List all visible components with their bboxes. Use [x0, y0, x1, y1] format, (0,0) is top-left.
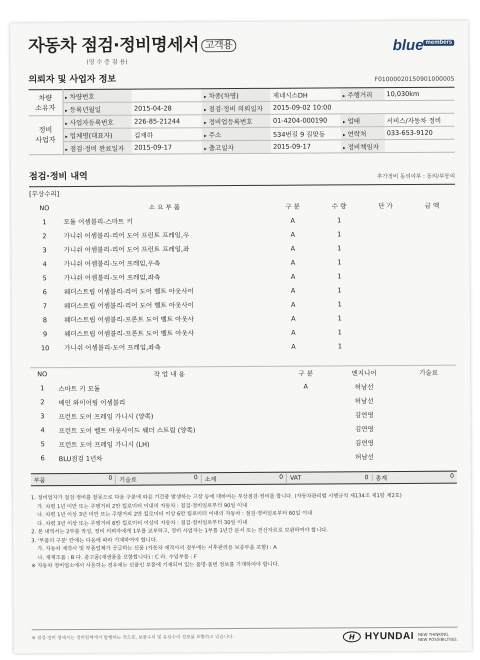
parts-no: 5	[42, 273, 47, 282]
parts-type: A	[290, 230, 296, 239]
works-fee	[401, 379, 456, 393]
works-fee	[401, 407, 456, 421]
info-value: 서비스/자동차 정비	[385, 113, 455, 126]
parts-header-qty: 수 량	[331, 202, 347, 211]
works-name: 메인 와이어링 어셈블리	[58, 398, 126, 407]
parts-unit	[362, 212, 409, 226]
info-label: ▸ 점검·정비 의뢰일자	[202, 101, 271, 114]
info-label: ▸ 차량번호	[62, 89, 131, 102]
total-cell	[287, 474, 372, 482]
note-line: 1. 정비업자가 점검·정비를 잘못으로 다음 구분에 따른 기간중 발생하는 고장 등에 대하여는 무상점검·정비를 합니다. (자동차관리법 시행규칙 제134조 제1항 제2호)	[30, 493, 402, 502]
works-type	[285, 449, 328, 463]
parts-name: 가니쉬 어셈블리-도어 프레임,좌측	[63, 273, 161, 283]
parts-type: A	[290, 286, 296, 295]
footer-fine-print: ※ 점검·정비 명세서는 정비업체에서 발행하는 것으로, 보증수리 및 유상수리 정보를 포함하고 있습니다.	[31, 634, 234, 641]
parts-no: 10	[40, 343, 50, 352]
document-number: F01000020150901000005	[374, 75, 455, 84]
additional-consent-note: 추가정비 동의여부 : 동의/부동의	[376, 173, 456, 181]
total-value: 0	[279, 473, 284, 481]
works-no: 2	[40, 398, 45, 407]
total-label: 부품	[33, 477, 46, 485]
works-type	[284, 393, 327, 407]
parts-header-group: [무상수리]	[29, 190, 60, 199]
works-fee	[401, 421, 456, 435]
note-line: 2. 본 내역서는 2부를 작성, 정비 의뢰자에게 1부를 교부하고, 정비 사업자는 1부를 1년간 문서 또는 전산자료로 보관하여야 합니다.	[31, 527, 328, 536]
parts-header-name: 소 요 부 품	[148, 203, 181, 212]
info-label: ▸ 정비책임자	[341, 140, 385, 153]
parts-row	[30, 338, 456, 355]
parts-qty: 1	[337, 229, 342, 238]
note-line: 3. '부품의 구분' 란에는 다음에 따라 기재하여야 합니다.	[31, 537, 158, 544]
works-engineer: 허남선	[354, 382, 374, 391]
works-fee	[401, 449, 456, 463]
parts-type: A	[290, 216, 295, 225]
parts-name: 가니쉬 어셈블리-리어 도어 프런트 프레임,우	[63, 231, 190, 241]
works-header-engineer: 엔지니어	[351, 368, 377, 378]
total-cell	[372, 473, 456, 483]
works-no: 1	[40, 384, 45, 393]
works-fee	[401, 393, 456, 407]
customer-copy-badge: 고객용	[201, 39, 237, 52]
parts-qty: 1	[337, 299, 342, 308]
info-label: ▸ 출고일자	[202, 140, 271, 153]
total-cell	[31, 475, 116, 485]
info-table	[28, 87, 454, 156]
works-type	[285, 435, 328, 449]
info-value	[385, 139, 455, 152]
info-label: ▸ 점검·정비 완료일자	[63, 141, 132, 154]
parts-amount	[409, 296, 456, 310]
business-group-label: 정비 사업자	[29, 116, 63, 155]
total-label: 소계	[204, 476, 217, 484]
works-table	[30, 364, 457, 465]
parts-type: A	[291, 328, 296, 337]
info-label: ▸ 연락처	[341, 127, 385, 140]
works-name: BLU점검 1년차	[58, 454, 103, 463]
parts-no: 7	[42, 301, 48, 310]
parts-unit	[363, 324, 410, 338]
parts-header-unit: 단 가	[378, 202, 393, 211]
vehicle-group-label: 차량 소유자	[28, 90, 62, 116]
parts-unit	[362, 240, 409, 254]
hyundai-wordmark: HYUNDAI	[364, 630, 415, 643]
parts-amount	[409, 324, 456, 338]
parts-header-type: 구 분	[285, 202, 300, 211]
works-name: 스마트 키 모듈	[58, 384, 101, 393]
parts-name: 웨더스트립 어셈블리-리어 도어 벨트 아웃사이	[63, 301, 194, 311]
document-title: 자동차 점검·정비명세서 고객용	[28, 30, 236, 56]
parts-type: A	[290, 258, 296, 267]
works-engineer: 김연영	[354, 438, 374, 447]
parts-amount	[409, 226, 456, 240]
info-label: ▸ 주행거리	[341, 88, 385, 101]
parts-qty: 1	[337, 257, 342, 266]
info-value: 033-653-9120	[385, 126, 455, 139]
hyundai-tagline: NEW THINKING. NEW POSSIBILITIES.	[417, 631, 458, 642]
parts-name: 모듈 어셈블리-스마트 키	[63, 217, 133, 227]
info-value: 01-4204-000190	[271, 114, 341, 127]
total-value: 0	[450, 472, 454, 480]
parts-no: 4	[42, 259, 47, 268]
parts-amount	[409, 254, 456, 268]
footer	[32, 627, 458, 648]
info-label	[341, 101, 385, 114]
parts-amount	[409, 268, 456, 282]
total-value: 0	[193, 474, 198, 482]
works-name: 프런트 도어 프레임 가니시 (LH)	[58, 440, 150, 449]
parts-type: A	[290, 244, 296, 253]
info-label: ▸ 업태	[341, 114, 385, 127]
parts-unit	[363, 254, 410, 268]
parts-qty: 1	[337, 285, 342, 294]
total-value: 0	[364, 474, 369, 482]
info-label: ▸ 사업자등록번호	[63, 115, 132, 128]
info-label: ▸ 주소	[202, 127, 271, 140]
hyundai-emblem-icon: H	[343, 631, 361, 642]
info-label: ▸ 정비업등록번호	[202, 114, 271, 127]
parts-unit	[363, 268, 410, 282]
parts-amount	[409, 212, 456, 226]
note-line: ※ 자동차 정비업소에서 사용하는 경우에는 신품인 부품에 기재되어 있는 품명·품번 정보를 기재하여야 합니다.	[31, 561, 280, 570]
parts-unit	[363, 338, 410, 352]
parts-unit	[363, 296, 410, 310]
section-title-requester: 의뢰자 및 사업자 정보	[28, 74, 117, 86]
parts-no: 2	[42, 231, 47, 240]
parts-no: 1	[42, 217, 47, 226]
total-value: 0	[108, 474, 113, 482]
total-cell	[116, 474, 201, 484]
works-engineer: 김연영	[354, 410, 374, 419]
note-line: 다. 차령 3년 이상 또는 주행거리 6만 킬로미터 이상의 자동차 : 점검·정비일로부터 30일 이내	[37, 519, 248, 527]
parts-qty: 1	[337, 215, 342, 224]
parts-type: A	[290, 300, 296, 309]
info-value: 2015-09-02 10:00	[271, 101, 341, 114]
works-type: A	[303, 382, 309, 391]
works-engineer: 허남선	[354, 396, 374, 405]
section-title-maintenance: 점검·정비 내역	[28, 171, 88, 183]
note-line: 가. 차령 1년 미만 또는 주행거리 2만 킬로미터 이내의 자동차 : 점검·정비일로부터 90일 이내	[37, 502, 248, 510]
parts-name: 웨더스트립 어셈블리-리어 도어 벨트 아웃사이	[63, 287, 194, 297]
parts-table	[29, 184, 456, 355]
parts-type: A	[291, 314, 296, 323]
info-value: 2015-04-28	[132, 102, 202, 115]
bluemembers-logo: blue $^{members}$	[392, 36, 453, 55]
works-header-no: NO	[37, 370, 48, 379]
works-name: 프런트 도어 벨트 아웃사이드 웨더 스트립 (양쪽)	[58, 425, 196, 435]
parts-qty: 1	[337, 341, 343, 350]
works-type	[284, 407, 327, 421]
info-value	[132, 89, 202, 102]
hyundai-logo	[343, 631, 458, 643]
info-value: 2015-09-17	[132, 141, 202, 154]
parts-qty: 1	[337, 243, 342, 252]
info-label: ▸ 업체명(대표자)	[63, 128, 132, 141]
legal-notes	[31, 492, 457, 571]
parts-unit	[362, 226, 409, 240]
info-value: 10,030km	[384, 87, 454, 100]
parts-name: 가니쉬 어셈블리-도어 프레임,우측	[63, 259, 161, 269]
works-no: 6	[40, 454, 45, 463]
parts-no: 9	[42, 329, 48, 338]
header	[28, 29, 454, 57]
parts-no: 3	[42, 245, 47, 254]
parts-type: A	[291, 342, 296, 351]
parts-no: 6	[42, 287, 47, 296]
parts-amount	[409, 282, 456, 296]
info-value: 534번길 9 길맞동	[271, 127, 341, 140]
works-fee	[401, 435, 456, 449]
works-header-name: 작 업 내 용	[153, 370, 185, 379]
parts-unit	[363, 282, 410, 296]
parts-name: 웨더스트립 어셈블리-프론트 도어 벨트 아웃사	[64, 329, 195, 339]
totals-bar	[31, 471, 457, 487]
parts-unit	[363, 310, 410, 324]
total-label: 기술료	[119, 476, 137, 484]
works-engineer: 김연영	[354, 424, 374, 433]
parts-name: 가니쉬 어셈블리-리어 도어 프런트 프레임,좌	[63, 245, 190, 255]
parts-name: 웨더스트립 어셈블리-프론트 도어 벨트 아웃사	[64, 315, 195, 325]
receipt-subtitle: (영 수 증 겸 용)	[86, 58, 128, 66]
works-name: 프런트 도어 프레임 가니시 (양쪽)	[58, 412, 154, 421]
parts-type: A	[290, 272, 296, 281]
parts-amount	[409, 240, 456, 254]
parts-qty: 1	[337, 271, 342, 280]
works-no: 5	[40, 440, 45, 449]
info-value	[385, 100, 455, 113]
parts-amount	[409, 310, 456, 324]
parts-header-no: NO	[39, 203, 50, 212]
total-cell	[202, 474, 287, 484]
parts-name: 가니쉬 어셈블리-도어 프레임,좌측	[64, 343, 161, 353]
note-line: 가. 자동차 제작사 및 부품업체가 공급하는 신품 (자동차 제작사의 경우에는 서후관리용 보증부품 포함) : A	[37, 544, 277, 553]
total-label: 총계	[375, 475, 388, 483]
info-value: 226-85-21244	[132, 115, 202, 128]
info-value: 제네시스DH	[271, 88, 341, 101]
works-header-fee: 기술료	[419, 368, 438, 377]
works-type	[285, 421, 328, 435]
info-value: 2015-09-17	[271, 140, 341, 153]
info-label: ▸ 등록년월일	[63, 102, 132, 115]
business-row	[29, 139, 455, 155]
total-label: VAT	[290, 474, 302, 482]
works-header-type: 구 분	[298, 369, 314, 378]
parts-header-amount: 금 액	[424, 201, 440, 210]
works-row	[31, 449, 457, 466]
info-label: ▸ 차종(차명)	[202, 88, 271, 101]
note-line: 나. 차령 1년 이상 3년 미만 또는 주행거리 2만 킬로미터 이상 6만 킬로미터 이내의 자동차 : 점검·정비일로부터 60일 이내	[37, 510, 313, 519]
info-value: 김재하	[132, 128, 202, 141]
document-page	[10, 21, 472, 654]
works-no: 4	[40, 426, 45, 435]
works-engineer: 허남선	[355, 452, 374, 461]
parts-qty: 1	[337, 327, 342, 336]
parts-qty: 1	[337, 313, 342, 322]
parts-amount	[410, 338, 457, 352]
parts-no: 8	[42, 315, 48, 324]
note-line: 나. 재제조품 : B 다. 중고품(재생품을 포함합니다) : C 라. 수입부품 : F	[37, 553, 197, 561]
works-no: 3	[40, 412, 45, 421]
